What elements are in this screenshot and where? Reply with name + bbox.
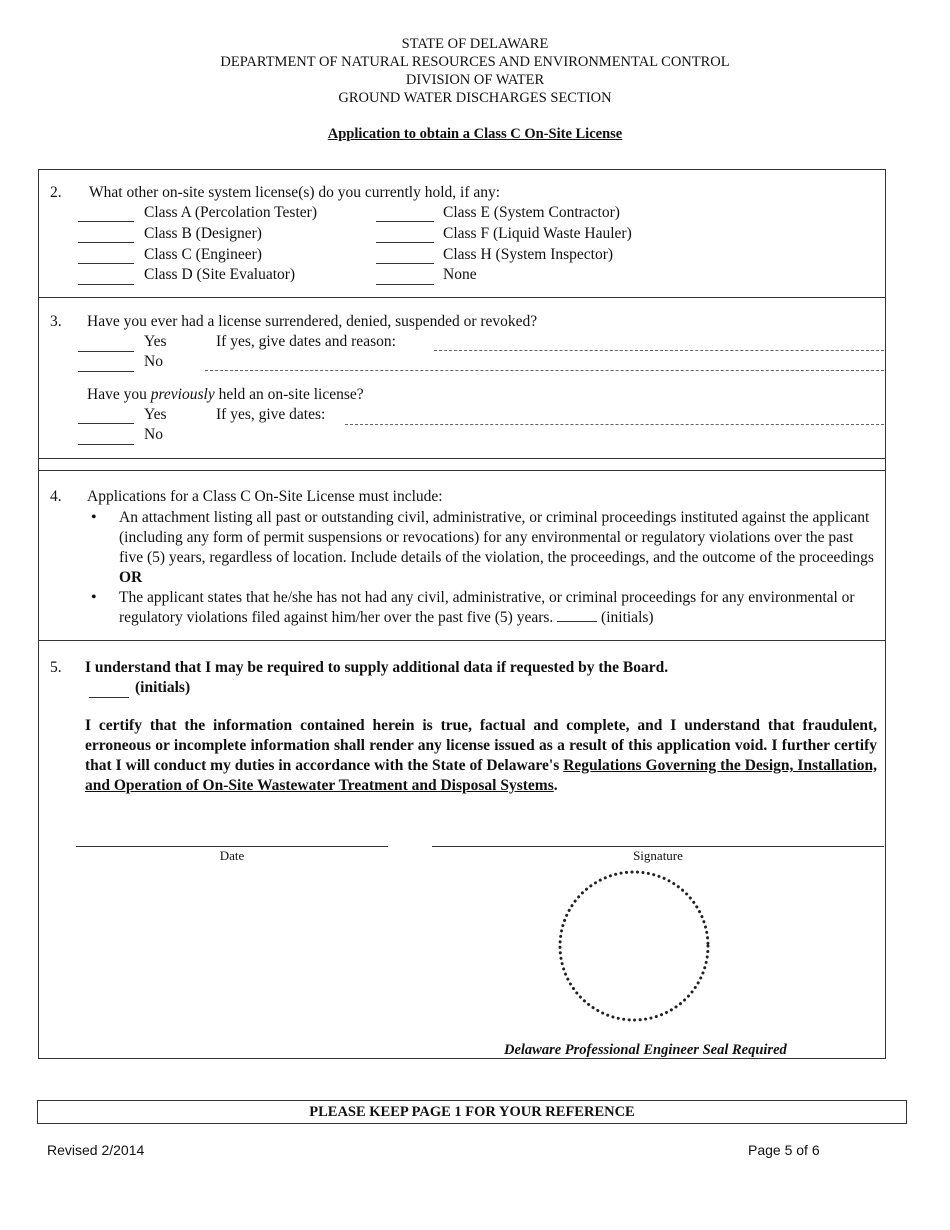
q2-option-none: None xyxy=(443,266,477,283)
q5-regulations-link: Regulations Governing the Design, Installation, and Operation of On-Site Wastewater Treatment and Disposal Systems xyxy=(85,757,877,794)
q3-question-previously xyxy=(87,385,364,405)
q2-option-class-e: Class E (System Contractor) xyxy=(443,204,620,221)
q3-blank-yes-2[interactable] xyxy=(78,411,134,424)
q5-number: 5. xyxy=(50,659,62,676)
divider-q3-double-a xyxy=(38,458,886,459)
signature-label: Signature xyxy=(633,848,683,863)
q2-blank-class-h[interactable] xyxy=(376,251,434,264)
q2-option-class-h: Class H (System Inspector) xyxy=(443,246,614,263)
q4-bullet1-or: OR xyxy=(119,569,143,586)
footer-page-number: Page 5 of 6 xyxy=(748,1142,820,1158)
q2-blank-class-d[interactable] xyxy=(78,272,134,285)
q2-blank-class-a[interactable] xyxy=(78,209,134,222)
engineer-seal-circle xyxy=(556,868,716,1028)
engineer-seal-label: Delaware Professional Engineer Seal Required xyxy=(504,1042,787,1058)
q4-requirements-list xyxy=(87,508,877,628)
q5-period: . xyxy=(553,777,558,794)
q2-option-class-b: Class B (Designer) xyxy=(144,225,262,242)
q5-initials-blank[interactable] xyxy=(89,685,129,698)
footer-revised: Revised 2/2014 xyxy=(47,1142,145,1158)
date-label: Date xyxy=(219,848,245,863)
q2-blank-none[interactable] xyxy=(376,272,434,285)
q5-initials-label: (initials) xyxy=(135,679,191,696)
divider-q4-q5 xyxy=(38,640,886,641)
q3-no-2: No xyxy=(144,426,163,443)
q4-intro: Applications for a Class C On-Site License must include: xyxy=(87,488,443,505)
q4-bullet2-initials: (initials) xyxy=(601,609,654,626)
q3-number: 3. xyxy=(50,313,62,330)
q3-blank-no-1[interactable] xyxy=(78,359,134,372)
header-section: GROUND WATER DISCHARGES SECTION xyxy=(338,90,612,106)
q2-option-class-f: Class F (Liquid Waste Hauler) xyxy=(443,225,632,242)
q3-dates-line[interactable] xyxy=(345,424,884,425)
q3-reason-prompt: If yes, give dates and reason: xyxy=(216,333,396,350)
q3-q2-pre: Have you xyxy=(87,386,151,403)
q4-number: 4. xyxy=(50,488,62,505)
q4-bullet-statement xyxy=(87,588,877,628)
q2-option-class-d: Class D (Site Evaluator) xyxy=(144,266,296,283)
q3-blank-yes-1[interactable] xyxy=(78,339,134,352)
q3-dates-prompt: If yes, give dates: xyxy=(216,406,326,423)
q3-question-surrendered: Have you ever had a license surrendered, denied, suspended or revoked? xyxy=(87,313,538,330)
q2-blank-class-c[interactable] xyxy=(78,251,134,264)
q4-bullet-attachment xyxy=(87,508,877,588)
q2-option-class-a: Class A (Percolation Tester) xyxy=(144,204,317,221)
footer-banner-box xyxy=(37,1100,907,1124)
q3-reason-line-1[interactable] xyxy=(434,350,884,351)
q2-option-class-c: Class C (Engineer) xyxy=(144,246,262,263)
q3-yes-1: Yes xyxy=(144,333,167,350)
q2-blank-class-b[interactable] xyxy=(78,230,134,243)
q3-yes-2: Yes xyxy=(144,406,167,423)
q3-blank-no-2[interactable] xyxy=(78,432,134,445)
q5-certify-text: I certify that the information contained herein is true, factual and complete, and I understand that fraudulent, erroneous or incomplete information shall render any license issued as a result of this application void. I further certify that I will conduct my duties in accordance with the State of Delaware's xyxy=(85,717,877,774)
q5-certification xyxy=(85,716,877,796)
q3-no-1: No xyxy=(144,353,163,370)
q3-q2-em: previously xyxy=(150,386,215,403)
q2-blank-class-e[interactable] xyxy=(376,209,434,222)
divider-q2-q3 xyxy=(38,297,886,298)
q3-q2-post: held an on-site license? xyxy=(214,386,364,403)
header-department: DEPARTMENT OF NATURAL RESOURCES AND ENVIRONMENTAL CONTROL xyxy=(220,54,730,70)
form-title: Application to obtain a Class C On-Site License xyxy=(327,126,623,142)
footer-banner: PLEASE KEEP PAGE 1 FOR YOUR REFERENCE xyxy=(309,1104,635,1120)
header-division: DIVISION OF WATER xyxy=(405,72,545,88)
q5-statement: I understand that I may be required to supply additional data if requested by the Board. xyxy=(85,659,669,676)
header-state: STATE OF DELAWARE xyxy=(401,36,549,52)
q2-question: What other on-site system license(s) do you currently hold, if any: xyxy=(89,184,501,201)
q4-bullet1-text: An attachment listing all past or outstanding civil, administrative, or criminal proceedings instituted against the applicant (including any form of permit suspensions or revocations) for any environmental or regulatory violations over the past five (5) years, regardless of location. Include details of the violation, the proceedings, and the outcome of the proceedings xyxy=(119,509,874,566)
q2-blank-class-f[interactable] xyxy=(376,230,434,243)
divider-q3-double-b xyxy=(38,470,886,471)
q4-bullet2-text: The applicant states that he/she has not had any civil, administrative, or criminal proceedings for any environmental or regulatory violations filed against him/her over the past five (5) years. xyxy=(119,589,855,626)
q3-reason-line-2[interactable] xyxy=(205,370,884,371)
q2-number: 2. xyxy=(50,184,62,201)
q4-initials-blank[interactable] xyxy=(557,609,597,622)
